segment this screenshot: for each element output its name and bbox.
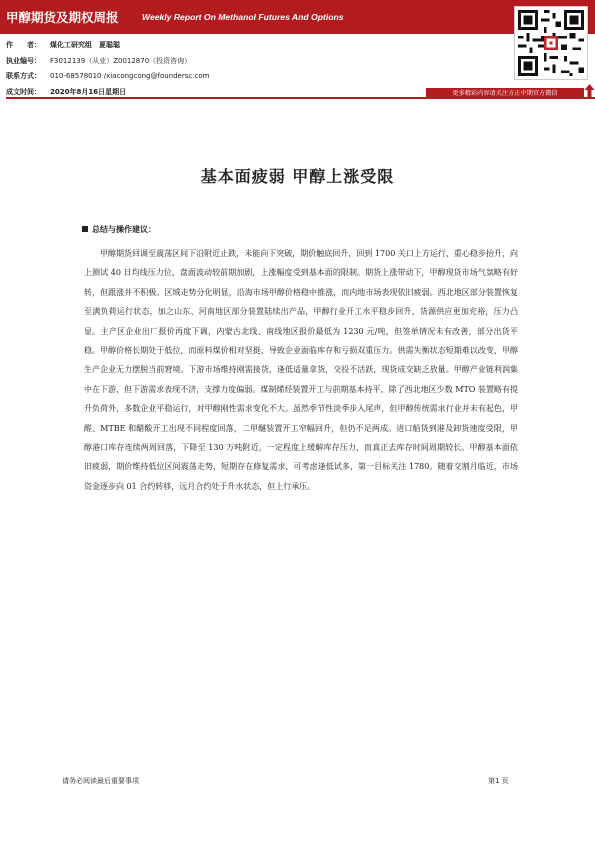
page-title: 基本面疲弱 甲醇上涨受限 (200, 167, 395, 186)
report-title: 甲醇期货及期权周报 (6, 10, 119, 25)
page-number: 第1 页 (488, 777, 509, 785)
author-meta (6, 38, 209, 100)
header-divider (6, 97, 595, 99)
meta-author (6, 38, 209, 54)
report-subtitle: Weekly Report On Methanol Futures And Options (142, 12, 344, 22)
meta-label: 作 者： (6, 41, 41, 49)
meta-value: 010-68578010 /xiacongcong@foundersc.com (50, 72, 210, 81)
body-paragraph: 甲醇期货回调至震荡区间下沿附近止跌，未能向下突破，期价触底回升，回到 1700 关口上方运行，重心稳步抬升，向上测试 40 日均线压力位，盘面波动较前期加剧，上涨幅度受到基本面的限制。期货上涨带动下，甲醇现货市场气氛略有好转，但跟涨并不积极。区域走势分化明显，沿海市场甲醇价格稳中推涨，而内地市场表现依旧疲弱。西北地区部分装置恢复至满负荷运行状态，加之山东、河南地区部分装置陆续出产品，甲醇行业开工水平稳步回升，货源供应更加充裕，压力凸显。主产区企业出厂报价再度下调，内蒙古北线、南线地区报价最低为 1230 元/吨，但签单情况未有改善，部分出货平稳。甲醇价格长期处于低位，而原料煤价相对坚挺，导致企业面临库存和亏损双重压力。供需失衡状态短期难以改变，甲醇生产企业无力摆脱当前窘境。下游市场维持刚需接货，逢低适量拿货，交投不活跃，现货成交缺乏放量。甲醇产业链利润集中在下游，但下游需求表现不济，支撑力度偏弱。煤制烯烃装置开工与前期基本持平，除了西北地区少数 MTO 装置略有提升负荷外，多数企业平稳运行，对甲醇刚性需求变化不大。虽然季节性淡季步入尾声，但甲醇传统需求行业并未有起色，甲醛、MTBE 和醋酸开工出现不同程度回落，二甲醚装置开工窄幅回升，但仍不足两成。进口船货到港及卸货速度受限，甲醇港口库存连续两周回落，下降至 130 万吨附近，一定程度上缓解库存压力，而真正去库存时间周期较长。甲醇基本面依旧疲弱，期价维持低位区间震荡走势，短期存在修复需求，可考虑逢低试多，第一目标关注 1780。随着交割月临近，市场资金逐步向 01 合约转移，远月合约处于升水状态，但上行承压。 (84, 249, 518, 491)
meta-value: F3012139（从业）Z0012870（投资咨询） (50, 56, 192, 65)
meta-label: 成文时间： (6, 87, 41, 96)
meta-label: 执业编号： (6, 56, 41, 65)
wechat-follow-tag: 更多精彩内容请关注方正中期官方微信 (426, 88, 584, 99)
header-bar (0, 0, 595, 34)
meta-license (6, 54, 209, 70)
footer-disclaimer: 请务必阅读最后重要事项 (62, 777, 139, 785)
section-heading: 总结与操作建议： (92, 225, 156, 234)
meta-contact (6, 69, 209, 85)
qr-code-icon (514, 6, 588, 80)
meta-label: 联系方式： (6, 72, 41, 81)
square-bullet-icon (82, 226, 88, 232)
meta-value: 2020年8月16日星期日 (50, 87, 127, 96)
meta-value: 煤化工研究组 夏聪聪 (50, 41, 120, 49)
